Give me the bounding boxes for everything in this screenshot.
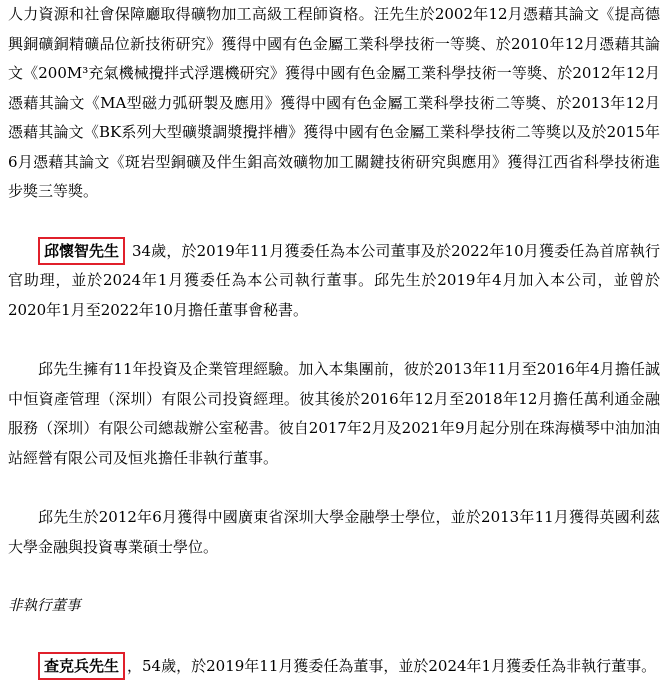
document-page: [8, 0, 660, 681]
director-name-highlight: 查克兵先生: [38, 652, 125, 680]
paragraph-qiu-appointment: [8, 237, 660, 326]
paragraph-qiu-experience: 邱先生擁有11年投資及企業管理經驗。加入本集團前，彼於2013年11月至2016年4月擔任誠中恒資產管理（深圳）有限公司投資經理。彼其後於2016年12月至2018年12月擔任萬利通金融服務（深圳）有限公司總裁辦公室秘書。彼自2017年2月及2021年9月起分別在珠海橫琴中油加油站經營有限公司及恒兆擔任非執行董事。: [8, 355, 660, 473]
director-name-highlight: 邱懷智先生: [38, 237, 125, 265]
paragraph-wang-awards: 人力資源和社會保障廳取得礦物加工高級工程師資格。汪先生於2002年12月憑藉其論文《提高德興銅礦銅精礦品位新技術研究》獲得中國有色金屬工業科學技術一等獎、於2010年12月憑藉其論文《200M³充氣機械攪拌式浮選機研究》獲得中國有色金屬工業科學技術一等獎、於2012年12月憑藉其論文《MA型磁力弧研製及應用》獲得中國有色金屬工業科學技術二等獎、於2013年12月憑藉其論文《BK系列大型礦漿調漿攪拌槽》獲得中國有色金屬工業科學技術二等獎以及於2015年6月憑藉其論文《斑岩型銅礦及伴生鉬高效礦物加工關鍵技術研究與應用》獲得江西省科學技術進步獎三等獎。: [8, 0, 660, 207]
paragraph-zha-appointment: [8, 652, 660, 681]
director-bio: 34歲，於2019年11月獲委任為本公司董事及於2022年10月獲委任為首席執行官助理，並於2024年1月獲委任為本公司執行董事。邱先生於2019年4月加入本公司，並曾於2020年1月至2022年10月擔任董事會秘書。: [8, 242, 660, 319]
paragraph-qiu-education: 邱先生於2012年6月獲得中國廣東省深圳大學金融學士學位，並於2013年11月獲得英國利茲大學金融與投資專業碩士學位。: [8, 503, 660, 562]
section-heading: 非執行董事: [8, 592, 660, 622]
director-bio: ，54歲，於2019年11月獲委任為董事，並於2024年1月獲委任為非執行董事。: [127, 657, 656, 675]
